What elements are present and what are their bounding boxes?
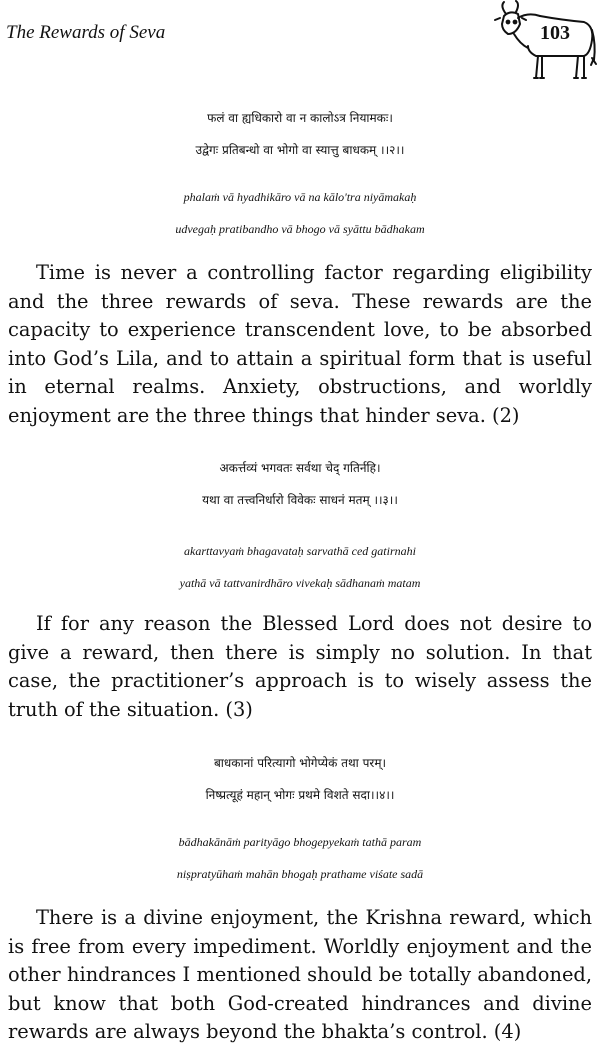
sanskrit-line: फलं वा ह्यधिकारो वा न कालोऽत्र नियामकः।: [207, 111, 393, 125]
transliteration-line: phalaṁ vā hyadhikāro vā na kālo'tra niyāmakaḥ: [183, 190, 417, 204]
transliteration-block: [0, 826, 600, 890]
transliteration-line: bādhakānāṁ parityāgo bhogepyekaṁ tathā param: [178, 835, 422, 849]
sanskrit-line: यथा वा तत्त्वनिर्धारो विवेकः साधनं मतम् ।।३।।: [202, 493, 398, 507]
commentary-paragraph: If for any reason the Blessed Lord does not desire to give a reward, then there is simply no solution. In that case, the practitioner’s approach is to wisely assess the truth of the situation. (3): [8, 612, 592, 721]
transliteration-block: [0, 535, 600, 599]
commentary-paragraph: Time is never a controlling factor regarding eligibility and the three rewards of seva. These rewards are the capacity to experience transcendent love, to be absorbed into God’s Lila, and to attain a spiritual form that is useful in eternal realms. Anxiety, obstructions, and worldly enjoyment are the three things that hinder seva. (2): [8, 261, 592, 427]
transliteration-block: [0, 181, 600, 245]
transliteration-line: yathā vā tattvanirdhāro vivekaḥ sādhanaṁ matam: [179, 576, 421, 590]
transliteration-line: udvegaḥ pratibandho vā bhogo vā syāttu bādhakam: [175, 222, 425, 236]
page-number: 103: [540, 22, 570, 44]
verse-block: [0, 102, 600, 166]
transliteration-line: niṣpratyūhaṁ mahān bhogaḥ prathame viśate sadā: [176, 867, 424, 881]
verse-block: [0, 747, 600, 811]
sanskrit-line: अकर्त्तव्यं भगवतः सर्वथा चेद् गतिर्नहि।: [219, 461, 381, 475]
sanskrit-line: बाधकानां परित्यागो भोगेप्येकं तथा परम्।: [213, 756, 387, 770]
transliteration-line: akarttavyaṁ bhagavataḥ sarvathā ced gatirnahi: [184, 544, 416, 558]
sanskrit-line: उद्वेगः प्रतिबन्धो वा भोगो वा स्यात्तु बाधकम् ।।२।।: [195, 143, 405, 157]
commentary-paragraph: There is a divine enjoyment, the Krishna reward, which is free from every impediment. Worldly enjoyment and the other hindrances I mentioned should be totally abandoned, but know that both God-created hindrances and divine rewards are always beyond the bhakta’s control. (4): [8, 906, 592, 1044]
sanskrit-line: निष्प्रत्यूहं महान् भोगः प्रथमे विशते सदा।।४।।: [205, 788, 395, 802]
running-title: The Rewards of Seva: [6, 22, 166, 43]
verse-block: [0, 452, 600, 516]
